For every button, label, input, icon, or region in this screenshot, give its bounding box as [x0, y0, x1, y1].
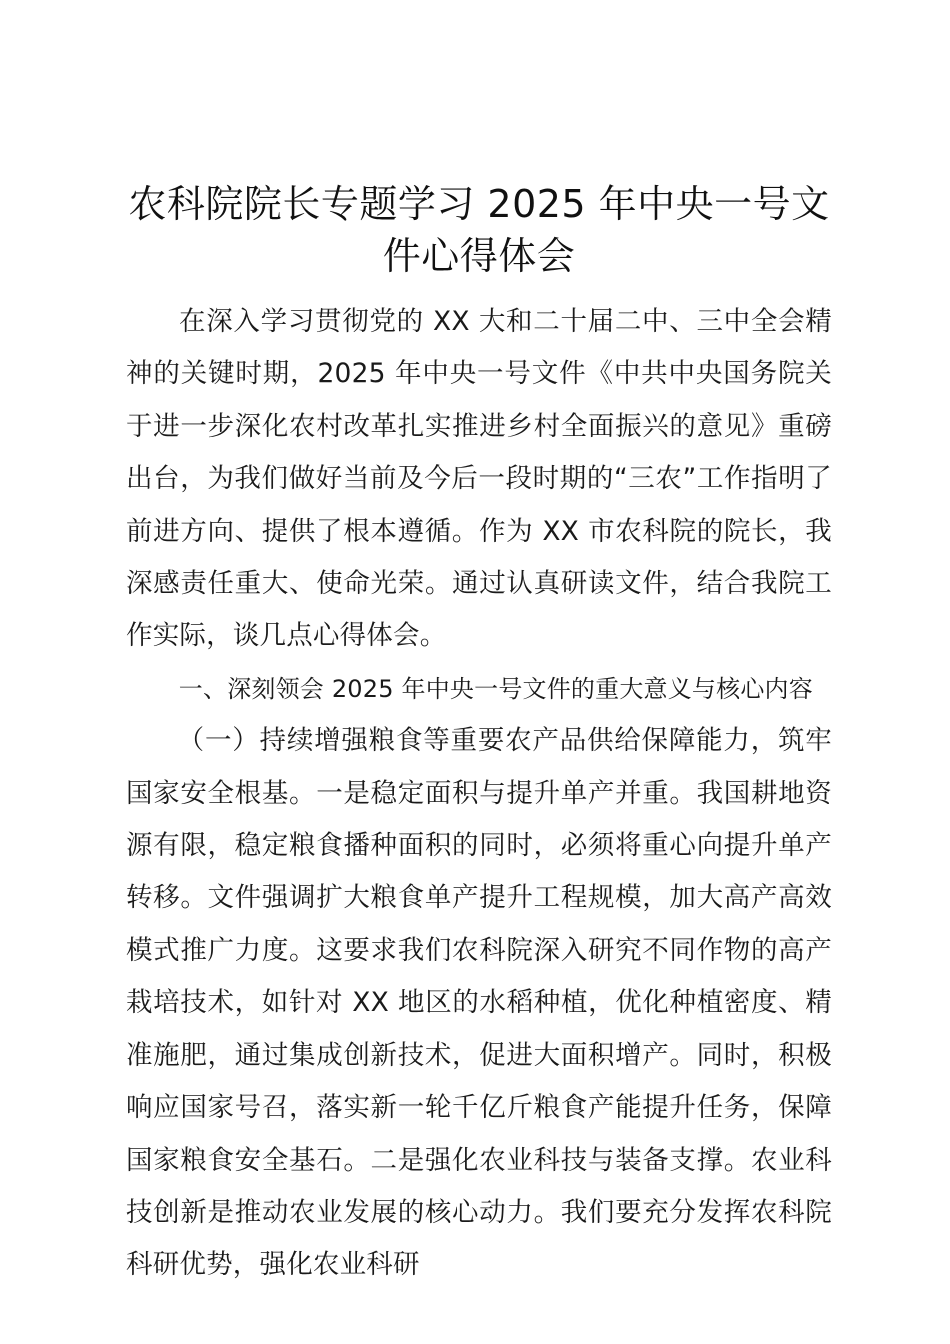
document-title: 农科院院长专题学习 2025 年中央一号文件心得体会 [128, 182, 830, 278]
document-body [126, 296, 832, 1292]
section-heading-1: 一、深刻领会 2025 年中央一号文件的重大意义与核心内容 [178, 674, 813, 703]
intro-paragraph: 在深入学习贯彻党的 XX 大和二十届二中、三中全会精神的关键时期，2025 年中央一号文件《中共中央国务院关于进一步深化农村改革扎实推进乡村全面振兴的意见》重磅出台，为我们做好当前及今后一段时期的“三农”工作指明了前进方向、提供了根本遵循。作为 XX 市农科院的院长，我深感责任重大、使命光荣。通过认真研读文件，结合我院工作实际，谈几点心得体会。 [126, 306, 832, 652]
subsection-paragraph-1: （一）持续增强粮食等重要农产品供给保障能力，筑牢国家安全根基。一是稳定面积与提升单产并重。我国耕地资源有限，稳定粮食播种面积的同时，必须将重心向提升单产转移。文件强调扩大粮食单产提升工程规模，加大高产高效模式推广力度。这要求我们农科院深入研究不同作物的高产栽培技术，如针对 XX 地区的水稻种植，优化种植密度、精准施肥，通过集成创新技术，促进大面积增产。同时，积极响应国家号召，落实新一轮千亿斤粮食产能提升任务，保障国家粮食安全基石。二是强化农业科技与装备支撑。农业科技创新是推动农业发展的核心动力。我们要充分发挥农科院科研优势，强化农业科研 [126, 725, 832, 1281]
